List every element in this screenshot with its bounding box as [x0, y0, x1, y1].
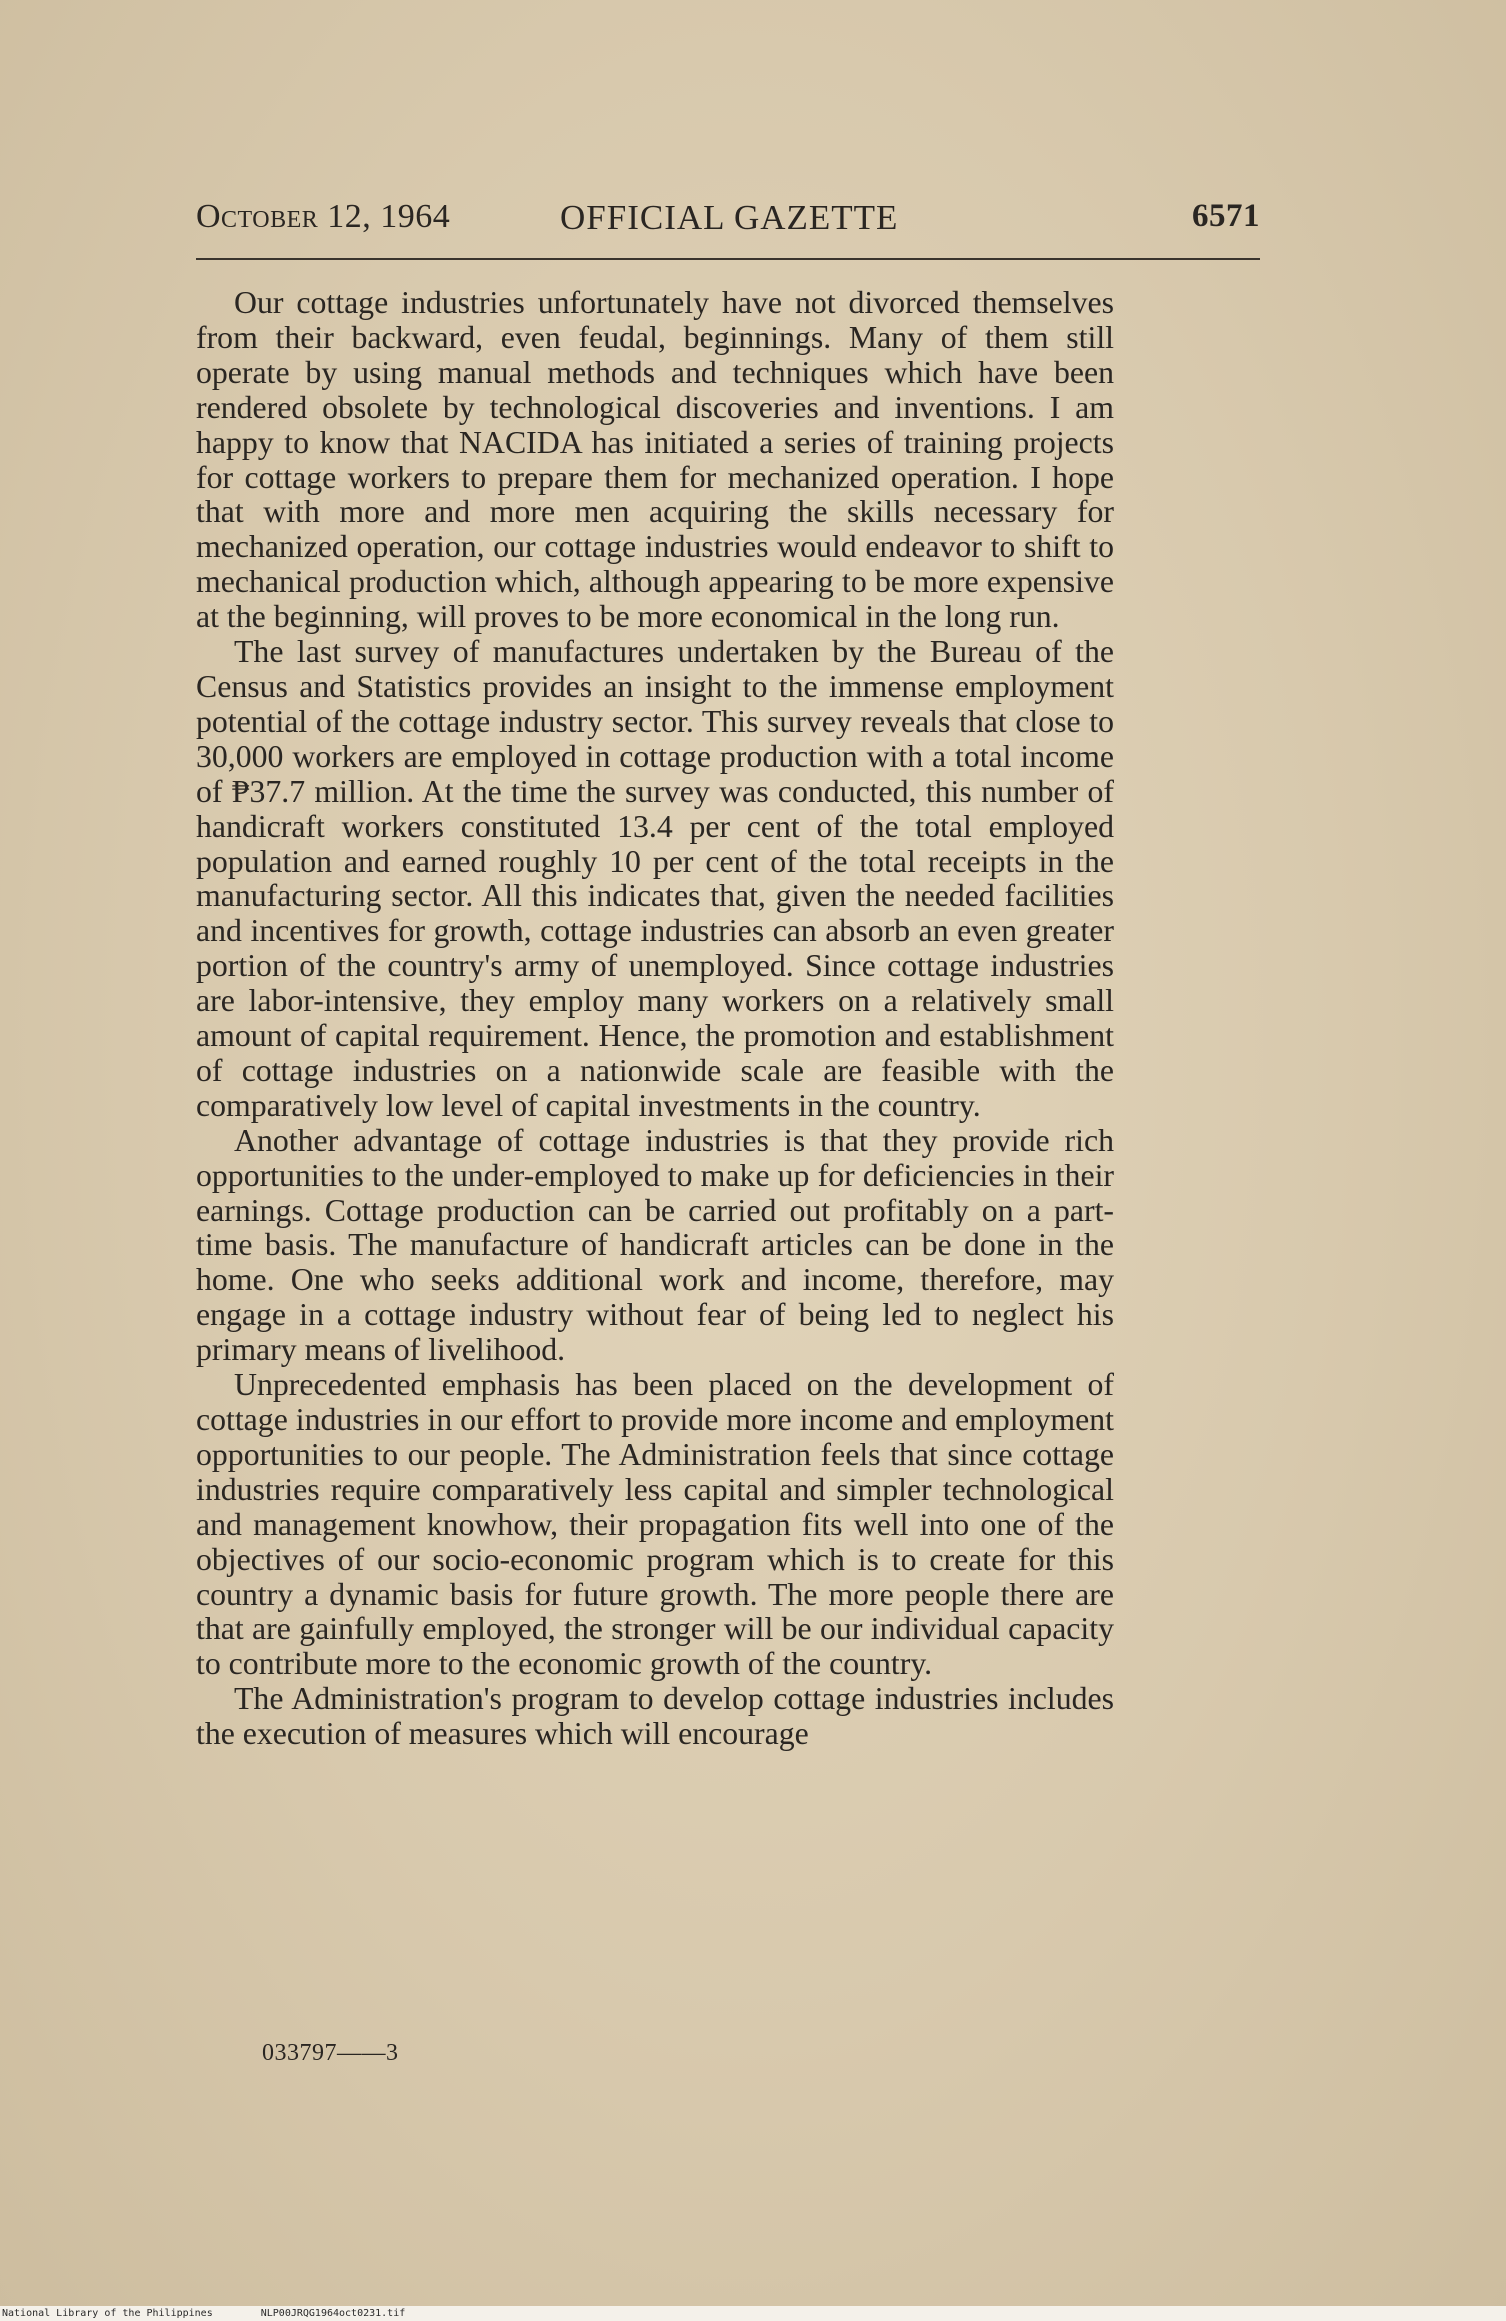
- paragraph-2: The last survey of manufactures undertaken by the Bureau of the Census and Statistics provides an insight to the immense employment potential of the cottage industry sector. This survey reveals that close to 30,000 workers are employed in cottage production with a total income of ₱37.7 million. At the time the survey was conducted, this number of handicraft workers constituted 13.4 per cent of the total employed population and earned roughly 10 per cent of the total receipts in the manufacturing sector. All this indicates that, given the needed facilities and incentives for growth, cottage industries can absorb an even greater portion of the country's army of unemployed. Since cottage industries are labor-intensive, they employ many workers on a relatively small amount of capital requirement. Hence, the promotion and establishment of cottage industries on a nationwide scale are feasible with the comparatively low level of capital investments in the country.: [196, 634, 1114, 1123]
- page-number: 6571: [1192, 198, 1260, 234]
- scan-filename: NLP00JRQG1964oct0231.tif: [260, 2308, 406, 2319]
- paragraph-5: The Administration's program to develop cottage industries includes the execution of measures which will encourage: [196, 1681, 1114, 1752]
- signature-mark: 033797——3: [262, 2040, 399, 2066]
- issue-date: October 12, 1964: [196, 198, 451, 235]
- scan-footer: [0, 2306, 1506, 2321]
- library-credit: National Library of the Philippines: [2, 2308, 213, 2319]
- page-header: [196, 198, 1260, 248]
- article-body: [196, 286, 1114, 1752]
- paragraph-3: Another advantage of cottage industries is that they provide rich opportunities to the under-employed to make up for deficiencies in their earnings. Cottage production can be carried out profitably on a part-time basis. The manufacture of handicraft articles can be done in the home. One who seeks additional work and income, therefore, may engage in a cottage industry without fear of being led to neglect his primary means of livelihood.: [196, 1122, 1114, 1368]
- header-rule: [196, 258, 1260, 260]
- paragraph-4: Unprecedented emphasis has been placed on the development of cottage industries in our effort to provide more income and employment opportunities to our people. The Administration feels that since cottage industries require comparatively less capital and simpler technological and management knowhow, their propagation fits well into one of the objectives of our socio-economic program which is to create for this country a dynamic basis for future growth. The more people there are that are gainfully employed, the stronger will be our individual capacity to contribute more to the economic growth of the country.: [196, 1367, 1114, 1682]
- publication-title: OFFICIAL GAZETTE: [560, 198, 899, 237]
- paragraph-1: Our cottage industries unfortunately have not divorced themselves from their backward, even feudal, beginnings. Many of them still operate by using manual methods and techniques which have been rendered obsolete by technological discoveries and inventions. I am happy to know that NACIDA has initiated a series of training projects for cottage workers to prepare them for mechanized operation. I hope that with more and more men acquiring the skills necessary for mechanized operation, our cottage industries would endeavor to shift to mechanical production which, although appearing to be more expensive at the beginning, will proves to be more economical in the long run.: [196, 285, 1114, 635]
